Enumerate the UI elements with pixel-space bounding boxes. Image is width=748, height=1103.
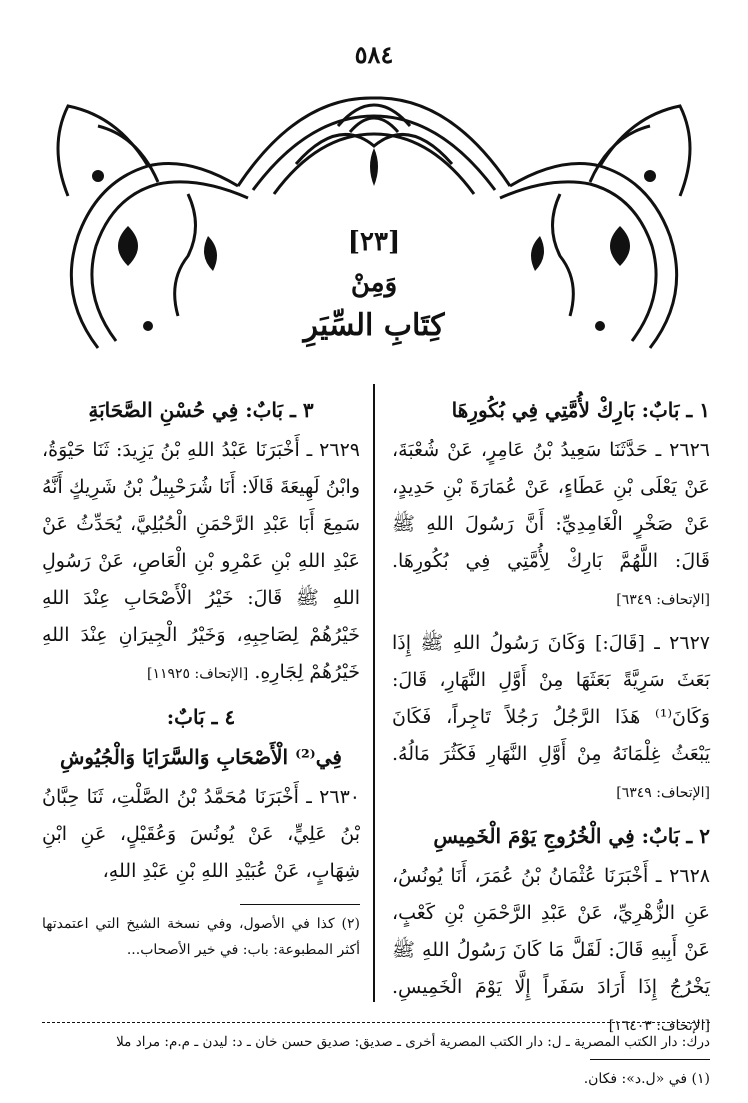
footer-rule xyxy=(42,1022,710,1023)
hadith-2627-text: ٢٦٢٧ ـ [قَالَ:] وَكَانَ رَسُولُ اللهِ ﷺ إِذَا بَعَثَ سَرِيَّةً بَعَثَهَا مِنْ أَوَّلِ النَّهَارِ، قَالَ: وَكَانَ⁽¹⁾ هَذَا الرَّجُلُ رَجُلاً تَاجِراً، فَكَانَ يَبْعَثُ غِلْمَانَهُ مِنْ أَوَّلِ النَّهَارِ فَكَثُرَ مَالُهُ. xyxy=(392,632,710,765)
column-divider xyxy=(373,384,375,1002)
chapter-title: كِتَابِ السِّيَرِ xyxy=(303,308,445,343)
right-column xyxy=(392,392,710,1092)
chapter-header xyxy=(0,222,748,348)
hadith-2629 xyxy=(42,432,360,693)
section-4-heading-title: فِي⁽²⁾ الْأَصْحَابِ وَالسَّرَايَا وَالْجُيُوشِ xyxy=(60,745,342,769)
hadith-2629-ref: [الإتحاف: ١١٩٢٥] xyxy=(146,666,249,682)
hadith-2626-ref: [الإتحاف: ٦٣٤٩] xyxy=(616,592,710,608)
hadith-2628 xyxy=(392,858,710,1045)
hadith-2628-ref: [الإتحاف: ١٦٤٠٣] xyxy=(608,1018,710,1034)
page-number: ٥٨٤ xyxy=(354,40,394,69)
section-2-heading: ٢ ـ بَابٌ: فِي الْخُرُوجِ يَوْمَ الْخَمِيسِ xyxy=(433,824,710,848)
hadith-2627 xyxy=(392,625,710,812)
chapter-pre-title: وَمِنْ xyxy=(350,268,398,298)
left-column xyxy=(42,392,360,963)
section-1-heading: ١ ـ بَابٌ: بَارِكْ لأُمَّتِي فِي بُكُورِهَا xyxy=(451,398,710,422)
section-4-heading-number: ٤ ـ بَابٌ: xyxy=(166,705,236,729)
footnote-2: (٢) كذا في الأصول، وفي نسخة الشيخ التي اعتمدتها أكثر المطبوعة: باب: في خير الأصحاب... xyxy=(42,916,360,958)
hadith-2628-text: ٢٦٢٨ ـ أَخْبَرَنَا عُثْمَانُ بْنُ عُمَرَ، أَنَا يُونُسُ، عَنِ الزُّهْرِيِّ، عَنْ عَبْدِ الرَّحْمَنِ بْنِ كَعْبٍ، عَنْ أَبِيهِ قَالَ: لَقَلَّ مَا كَانَ رَسُولُ اللهِ ﷺ يَخْرُجُ إِذَا أَرَادَ سَفَراً إِلَّا يَوْمَ الْخَمِيسِ. xyxy=(392,865,710,998)
footnote-rule xyxy=(590,1059,710,1060)
hadith-2626-text: ٢٦٢٦ ـ حَدَّثَنَا سَعِيدُ بْنُ عَامِرٍ، عَنْ شُعْبَةَ، عَنْ يَعْلَى بْنِ عَطَاءٍ، عَنْ عُمَارَةَ بْنِ حَدِيدٍ، عَنْ صَخْرٍ الْغَامِدِيِّ: أَنَّ رَسُولَ اللهِ ﷺ قَالَ: اللَّهُمَّ بَارِكْ لِأُمَّتِي فِي بُكُورِهَا. xyxy=(392,439,710,572)
footnote-rule xyxy=(240,904,360,905)
hadith-2630: ٢٦٣٠ ـ أَخْبَرَنَا مُحَمَّدُ بْنُ الصَّلْتِ، ثَنَا حِبَّانُ بْنُ عَلِيٍّ، عَنْ يُونُسَ وَعُقَيْلٍ، عَنِ ابْنِ شِهَابٍ، عَنْ عُبَيْدِ اللهِ بْنِ عَبْدِ اللهِ، xyxy=(42,786,360,882)
hadith-2626 xyxy=(392,432,710,619)
hadith-2627-ref: [الإتحاف: ٦٣٤٩] xyxy=(616,785,710,801)
manuscript-sigla-footer: درك: دار الكتب المصرية ـ ل: دار الكتب المصرية أخرى ـ صديق: صديق حسن خان ـ د: ليدن ـ م.م: مراد ملا xyxy=(116,1034,710,1050)
hadith-2629-text: ٢٦٢٩ ـ أَخْبَرَنَا عَبْدُ اللهِ بْنُ يَزِيدَ: ثَنَا حَيْوَةُ، وابْنُ لَهِيعَةَ قَالَا: أَنَا شُرَحْبِيلُ بْنُ شَرِيكٍ أَنَّهُ سَمِعَ أَبَا عَبْدِ الرَّحْمَنِ الْحُبُلِيَّ، يُحَدِّثُ عَنْ عَبْدِ اللهِ بْنِ عَمْرِو بْنِ الْعَاصِ، عَنْ رَسُولِ اللهِ ﷺ قَالَ: خَيْرُ الْأَصْحَابِ عِنْدَ اللهِ خَيْرُهُمْ لِصَاحِبِهِ، وَخَيْرُ الْجِيرَانِ عِنْدَ اللهِ خَيْرُهُمْ لِجَارِهِ. xyxy=(42,439,360,683)
section-3-heading: ٣ ـ بَابٌ: فِي حُسْنِ الصَّحَابَةِ xyxy=(88,398,314,422)
chapter-number: [٢٣] xyxy=(347,227,401,257)
footnote-1: (١) في «ل.د»: فكان. xyxy=(583,1071,710,1087)
